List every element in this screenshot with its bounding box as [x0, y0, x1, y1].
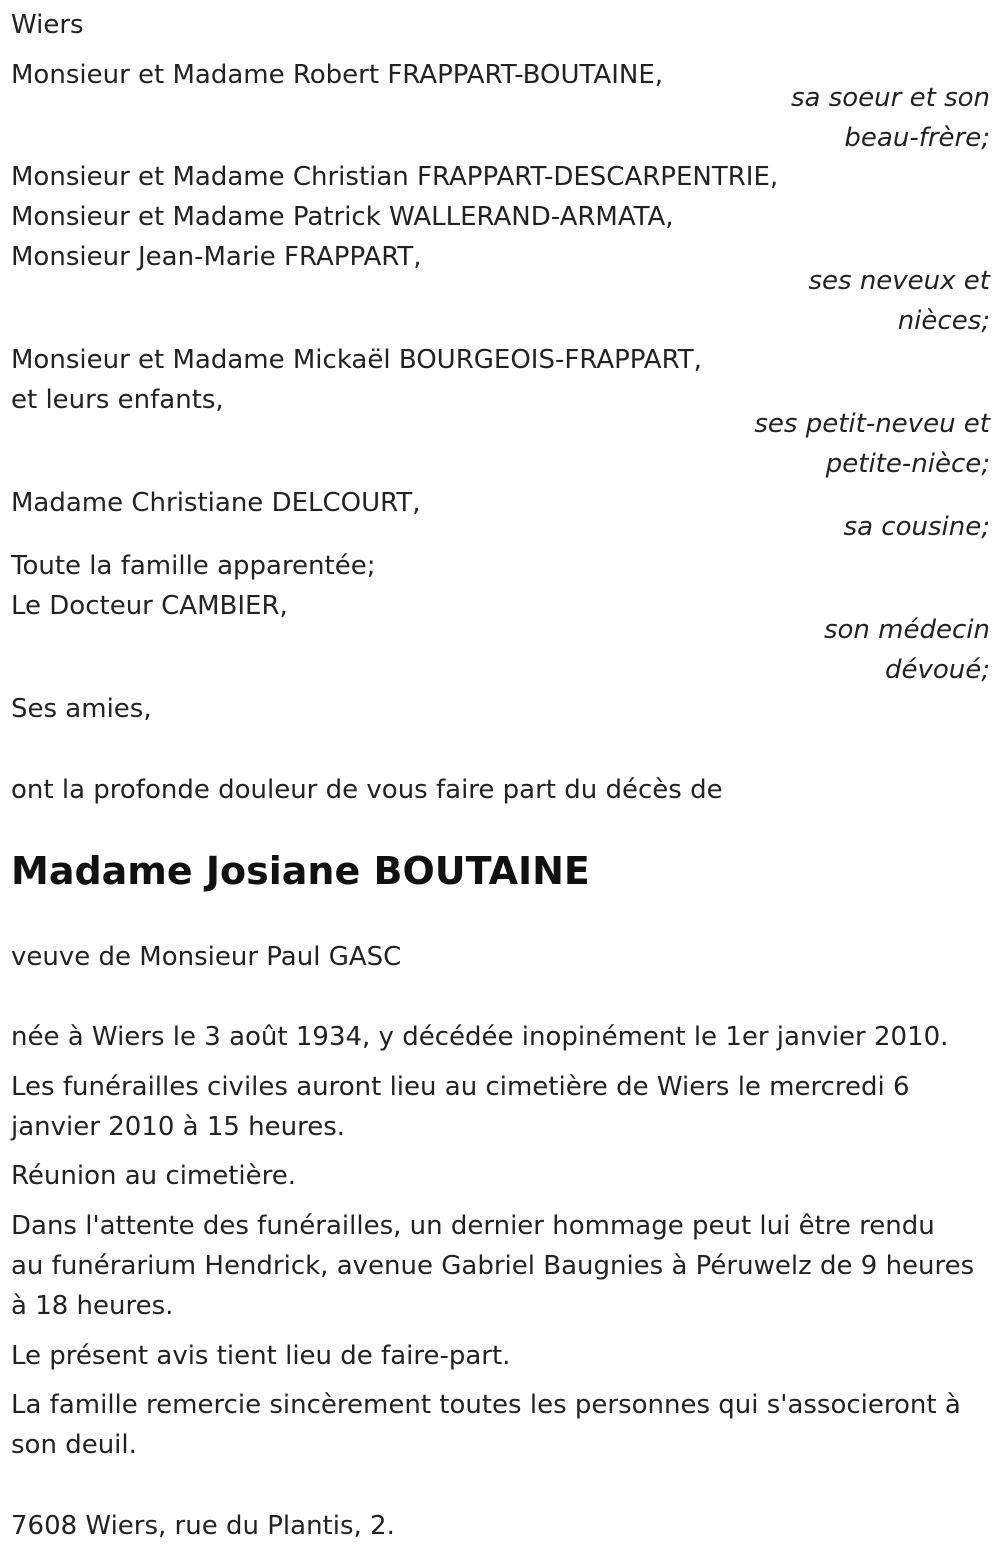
relation-label: ses neveux et: [808, 266, 990, 296]
homage-info-line: à 18 heures.: [11, 1291, 174, 1321]
address: 7608 Wiers, rue du Plantis, 2.: [11, 1511, 395, 1541]
relation-label: son médecin: [823, 615, 990, 645]
homage-info-line: Dans l'attente des funérailles, un dernier hommage peut lui être rendu: [11, 1211, 935, 1241]
family-member-line: Madame Christiane DELCOURT,: [11, 488, 421, 518]
family-member-line: et leurs enfants,: [11, 385, 224, 415]
relation-label: nièces;: [897, 306, 990, 336]
family-member-line: Toute la famille apparentée;: [11, 551, 376, 581]
relation-label: sa cousine;: [843, 512, 990, 542]
family-member-line: Monsieur Jean-Marie FRAPPART,: [11, 242, 422, 272]
thanks-line: La famille remercie sincèrement toutes les personnes qui s'associeront à: [11, 1390, 961, 1420]
family-member-line: Monsieur et Madame Mickaël BOURGEOIS-FRAPPART,: [11, 345, 702, 375]
thanks-line: son deuil.: [11, 1430, 137, 1460]
homage-info-line: au funérarium Hendrick, avenue Gabriel Baugnies à Péruwelz de 9 heures: [11, 1251, 975, 1281]
relation-label: dévoué;: [884, 655, 990, 685]
family-member-line: Monsieur et Madame Christian FRAPPART-DESCARPENTRIE,: [11, 162, 779, 192]
family-member-line: Monsieur et Madame Patrick WALLERAND-ARMATA,: [11, 202, 674, 232]
relation-label: petite-nièce;: [825, 449, 990, 479]
family-member-line: Monsieur et Madame Robert FRAPPART-BOUTAINE,: [11, 60, 664, 90]
relation-label: ses petit-neveu et: [754, 409, 990, 439]
meeting-info: Réunion au cimetière.: [11, 1161, 297, 1191]
funeral-info-line: Les funérailles civiles auront lieu au cimetière de Wiers le mercredi 6: [11, 1072, 910, 1102]
birth-death-info: née à Wiers le 3 août 1934, y décédée inopinément le 1er janvier 2010.: [11, 1022, 949, 1052]
deceased-name: Madame Josiane BOUTAINE: [11, 849, 590, 893]
announcement: ont la profonde douleur de vous faire part du décès de: [11, 775, 723, 805]
location: Wiers: [11, 10, 84, 40]
notice-line: Le présent avis tient lieu de faire-part.: [11, 1341, 511, 1371]
funeral-info-line: janvier 2010 à 15 heures.: [11, 1112, 346, 1142]
relation-label: sa soeur et son: [790, 83, 990, 113]
relation-label: beau-frère;: [844, 123, 990, 153]
friends-line: Ses amies,: [11, 694, 152, 724]
family-member-line: Le Docteur CAMBIER,: [11, 591, 288, 621]
widow-of: veuve de Monsieur Paul GASC: [11, 942, 402, 972]
